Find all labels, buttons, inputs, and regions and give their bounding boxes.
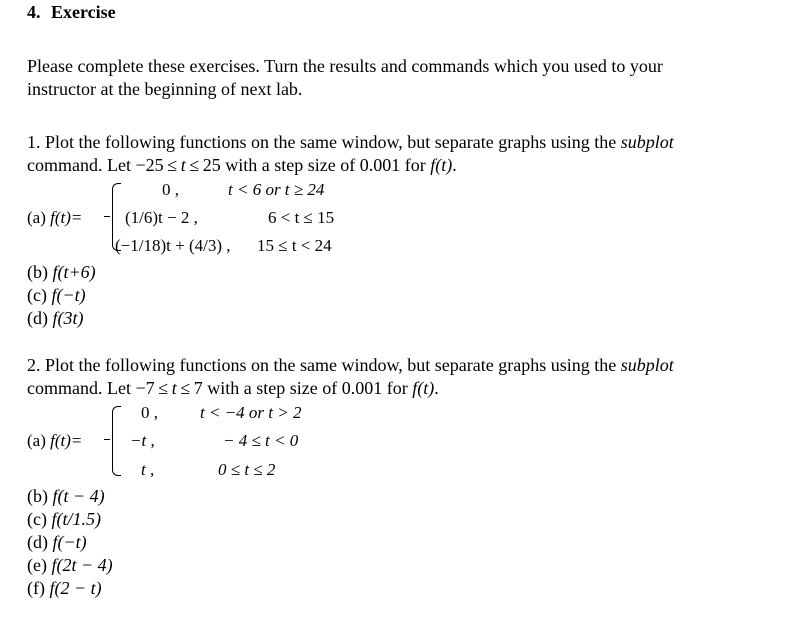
ex1-case-3-cond: 15 ≤ t < 24 bbox=[257, 236, 332, 255]
ex1-part-b bbox=[27, 262, 96, 283]
intro-line-1: Please complete these exercises. Turn the results and commands which you used to your bbox=[27, 56, 663, 76]
ex1-c-fn: f(−t) bbox=[51, 285, 86, 305]
ex2-left-brace bbox=[112, 406, 121, 476]
ex1-line2-fn: f(t) bbox=[430, 155, 453, 175]
ex1-case-3-expr: (−1/18)t + (4/3) , bbox=[115, 236, 231, 255]
ex2-brace-tip bbox=[104, 439, 110, 440]
ex1-case-1-cond: t < 6 or t ≥ 24 bbox=[228, 180, 325, 199]
ex1-instruction-line-2 bbox=[27, 155, 457, 176]
ex2-line2-var: t bbox=[171, 378, 177, 398]
ex1-part-d bbox=[27, 308, 84, 329]
ex1-line1-emphasis: subplot bbox=[620, 132, 674, 152]
ex2-e-label: (e) bbox=[27, 555, 52, 575]
ex2-f-fn: f(2 − t) bbox=[49, 578, 102, 598]
ex2-case-3-cond: 0 ≤ t ≤ 2 bbox=[218, 460, 276, 479]
ex2-line2-end: . bbox=[434, 378, 439, 398]
ex2-line2-fn: f(t) bbox=[412, 378, 435, 398]
ex2-line2-mid: ≤ 7 with a step size of 0.001 for bbox=[176, 378, 413, 398]
ex1-d-fn: f(3t) bbox=[52, 308, 84, 328]
ex2-c-label: (c) bbox=[27, 509, 52, 529]
ex2-case-1-cond: t < −4 or t > 2 bbox=[200, 403, 302, 422]
ex1-case-2-cond: 6 < t ≤ 15 bbox=[268, 208, 335, 227]
ex2-instruction-line-1 bbox=[27, 355, 674, 376]
ex2-d-label: (d) bbox=[27, 532, 53, 552]
ex1-instruction-line-1 bbox=[27, 132, 674, 153]
ex2-part-d bbox=[27, 532, 87, 553]
ex2-d-fn: f(−t) bbox=[52, 532, 87, 552]
ex2-part-c bbox=[27, 509, 101, 530]
ex1-line2-var: t bbox=[180, 155, 186, 175]
ex2-part-a-label bbox=[27, 431, 82, 451]
ex1-d-label: (d) bbox=[27, 308, 53, 328]
ex1-a-label: (a) bbox=[27, 208, 51, 227]
ex2-case-2-cond: − 4 ≤ t < 0 bbox=[223, 431, 299, 450]
ex1-line2-end: . bbox=[452, 155, 457, 175]
ex1-case-1-expr: 0 , bbox=[162, 180, 179, 199]
ex1-b-label: (b) bbox=[27, 262, 53, 282]
ex2-b-label: (b) bbox=[27, 486, 53, 506]
ex2-part-e bbox=[27, 555, 113, 576]
ex1-line2-mid: ≤ 25 with a step size of 0.001 for bbox=[185, 155, 431, 175]
intro-line-2: instructor at the beginning of next lab. bbox=[27, 79, 303, 99]
ex2-a-label: (a) bbox=[27, 431, 51, 450]
ex1-brace-tip bbox=[104, 216, 110, 217]
ex2-case-2-expr: −t , bbox=[130, 431, 155, 450]
ex1-c-label: (c) bbox=[27, 285, 52, 305]
ex1-line1-text: 1. Plot the following functions on the same window, but separate graphs using the bbox=[27, 132, 621, 152]
ex2-line1-emphasis: subplot bbox=[620, 355, 674, 375]
ex1-case-2-expr: (1/6)t − 2 , bbox=[125, 208, 198, 227]
ex2-b-fn: f(t − 4) bbox=[52, 486, 105, 506]
ex2-case-1-expr: 0 , bbox=[141, 403, 158, 422]
ex1-part-a-label bbox=[27, 208, 82, 228]
section-heading bbox=[27, 2, 116, 23]
ex1-line2-pre: command. Let −25 ≤ bbox=[27, 155, 181, 175]
ex2-case-3-expr: t , bbox=[141, 460, 155, 479]
ex1-a-fn: f(t)= bbox=[50, 208, 83, 227]
ex2-e-fn: f(2t − 4) bbox=[51, 555, 113, 575]
ex2-part-f bbox=[27, 578, 102, 599]
ex2-a-fn: f(t)= bbox=[50, 431, 83, 450]
ex2-part-b bbox=[27, 486, 105, 507]
ex2-line1-text: 2. Plot the following functions on the same window, but separate graphs using the bbox=[27, 355, 621, 375]
ex2-instruction-line-2 bbox=[27, 378, 439, 399]
section-number: 4. bbox=[27, 2, 41, 22]
ex1-part-c bbox=[27, 285, 86, 306]
section-title: Exercise bbox=[51, 2, 116, 22]
ex1-b-fn: f(t+6) bbox=[52, 262, 96, 282]
ex2-f-label: (f) bbox=[27, 578, 50, 598]
ex2-line2-pre: command. Let −7 ≤ bbox=[27, 378, 172, 398]
ex2-c-fn: f(t/1.5) bbox=[51, 509, 101, 529]
